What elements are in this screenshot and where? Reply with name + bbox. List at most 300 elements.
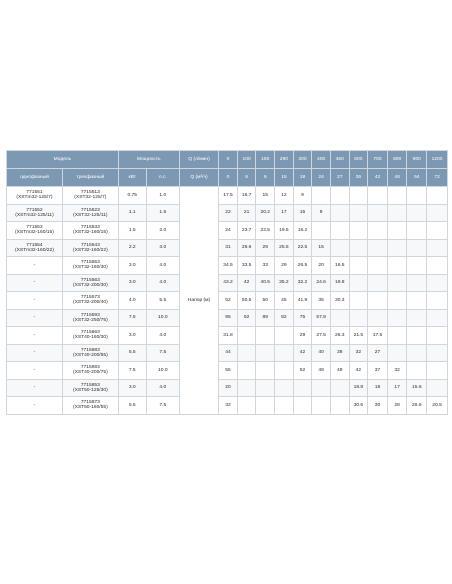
head-value: [349, 187, 368, 205]
head-value: [427, 239, 448, 257]
head-value: [275, 362, 294, 380]
head-value: 16.7: [237, 187, 256, 205]
head-value: 18.8: [349, 379, 368, 397]
power-kw: 1.5: [118, 222, 146, 240]
single-phase-model-line: (XSTm32-160/15): [15, 230, 54, 236]
head-value: [407, 222, 427, 240]
head-value: [349, 239, 368, 257]
power-hp: 4.0: [146, 379, 179, 397]
head-value: 20: [219, 379, 238, 397]
head-value: 15: [256, 187, 275, 205]
head-value: 21.5: [349, 327, 368, 345]
table-row: [7, 309, 448, 327]
head-value: 17.5: [368, 327, 388, 345]
head-value: 18: [368, 379, 388, 397]
three-phase-model-line: (XST40-160/30): [72, 335, 108, 341]
head-value: [237, 379, 256, 397]
power-kw: 5.5: [118, 344, 146, 362]
head-value: [330, 309, 349, 327]
head-value: 22: [219, 204, 238, 222]
head-value: 29.6: [237, 239, 256, 257]
head-value: 35.2: [275, 274, 294, 292]
table-row: [7, 292, 448, 310]
head-value: [237, 327, 256, 345]
head-value: [349, 309, 368, 327]
head-value: [387, 292, 407, 310]
head-value: 32: [349, 344, 368, 362]
head-value: 9: [312, 204, 331, 222]
power-hp: 1.0: [146, 187, 179, 205]
header-flow-lpm: Q (л/мин): [179, 151, 218, 169]
head-value: 48: [330, 362, 349, 380]
head-value: 15.6: [407, 379, 427, 397]
power-kw: 3.0: [118, 379, 146, 397]
single-phase-model-line: -: [33, 332, 36, 338]
head-value: [293, 397, 312, 415]
head-value: [330, 222, 349, 240]
head-value: 28: [387, 397, 407, 415]
three-phase-model: [62, 187, 118, 205]
head-value: [275, 327, 294, 345]
head-value: [427, 257, 448, 275]
head-value: 32: [219, 397, 238, 415]
head-value: [407, 187, 427, 205]
head-value: [330, 379, 349, 397]
head-value: 30: [368, 397, 388, 415]
head-value: [256, 379, 275, 397]
single-phase-model: [7, 362, 63, 380]
flow-m3h-5: 24: [312, 169, 331, 187]
flow-lpm-10: 900: [407, 151, 427, 169]
single-phase-model: [7, 257, 63, 275]
flow-lpm-11: 1200: [427, 151, 448, 169]
table-row: [7, 257, 448, 275]
head-value: [407, 362, 427, 380]
power-kw: 3.0: [118, 327, 146, 345]
head-value: 12: [275, 187, 294, 205]
three-phase-model-line: (XST40-200/55): [72, 352, 108, 358]
header-hp: л.с.: [146, 169, 179, 187]
three-phase-model: [62, 257, 118, 275]
head-value: 22.5: [293, 239, 312, 257]
head-value: [293, 379, 312, 397]
head-value: [237, 397, 256, 415]
head-value: [368, 239, 388, 257]
three-phase-model-line: 7715663: [80, 330, 100, 336]
flow-lpm-9: 800: [387, 151, 407, 169]
flow-m3h-0: 0: [219, 169, 238, 187]
head-value: [368, 292, 388, 310]
head-value: 89: [256, 309, 275, 327]
head-value: 24.6: [312, 274, 331, 292]
header-three-phase: трехфазный: [62, 169, 118, 187]
head-value: 38: [330, 344, 349, 362]
three-phase-model-line: 7715523: [80, 207, 100, 213]
three-phase-model-line: 7715853: [80, 382, 100, 388]
head-value: 29: [275, 257, 294, 275]
head-value: [427, 379, 448, 397]
single-phase-model-line: 771551: [26, 190, 43, 196]
head-value: [407, 344, 427, 362]
head-value: 40.5: [256, 274, 275, 292]
head-value: [387, 222, 407, 240]
head-value: 37: [368, 362, 388, 380]
head-value: [275, 344, 294, 362]
flow-lpm-7: 600: [349, 151, 368, 169]
flow-m3h-11: 72: [427, 169, 448, 187]
three-phase-model: [62, 362, 118, 380]
power-kw: 3.0: [118, 274, 146, 292]
head-value: [387, 239, 407, 257]
head-value: 50.5: [237, 292, 256, 310]
flow-lpm-8: 700: [368, 151, 388, 169]
head-value: [330, 204, 349, 222]
three-phase-model-line: 7715553: [80, 260, 100, 266]
head-value: [368, 187, 388, 205]
head-value: 34.5: [219, 257, 238, 275]
single-phase-model-line: -: [33, 385, 36, 391]
three-phase-model-line: (XST32-200/40): [72, 300, 108, 306]
head-value: 31.8: [219, 327, 238, 345]
head-value: 92: [237, 309, 256, 327]
three-phase-model-line: 7715683: [80, 347, 100, 353]
head-value: 52: [293, 362, 312, 380]
table-row: [7, 204, 448, 222]
three-phase-model-line: 7715543: [80, 242, 100, 248]
power-kw: 2.2: [118, 239, 146, 257]
head-value: 16.2: [293, 222, 312, 240]
head-value: [349, 222, 368, 240]
head-value: [312, 379, 331, 397]
flow-lpm-3: 290: [275, 151, 294, 169]
table-row: [7, 327, 448, 345]
head-value: [368, 257, 388, 275]
head-value: 15: [293, 204, 312, 222]
power-hp: 4.0: [146, 257, 179, 275]
power-kw: 4.0: [118, 292, 146, 310]
head-value: [256, 362, 275, 380]
single-phase-model-line: -: [33, 297, 36, 303]
head-value: [427, 327, 448, 345]
head-value: 26.3: [330, 327, 349, 345]
head-value: 55: [219, 362, 238, 380]
flow-lpm-6: 450: [330, 151, 349, 169]
power-hp: 1.5: [146, 204, 179, 222]
head-value: 42: [293, 344, 312, 362]
power-hp: 4.0: [146, 274, 179, 292]
single-phase-model-line: -: [33, 262, 36, 268]
table-row: [7, 239, 448, 257]
head-value: [387, 309, 407, 327]
single-phase-model-line: -: [33, 280, 36, 286]
head-value: [275, 397, 294, 415]
header-flow-m3h: Q (м³/ч): [179, 169, 218, 187]
single-phase-model: [7, 379, 63, 397]
head-value: [237, 344, 256, 362]
head-value: [427, 344, 448, 362]
head-value: [368, 274, 388, 292]
head-value: [427, 292, 448, 310]
power-kw: 1.1: [118, 204, 146, 222]
head-value: [368, 222, 388, 240]
three-phase-model-line: (XST32-160/15): [72, 230, 108, 236]
head-value: 17.5: [219, 187, 238, 205]
head-value: [427, 274, 448, 292]
head-value: 29: [293, 327, 312, 345]
head-value: [387, 187, 407, 205]
head-value: 29: [256, 239, 275, 257]
power-hp: 2.0: [146, 222, 179, 240]
head-value: [349, 274, 368, 292]
power-hp: 3.0: [146, 239, 179, 257]
head-value: [312, 397, 331, 415]
power-kw: 0.75: [118, 187, 146, 205]
single-phase-model-line: (XSTm32-125/7): [16, 195, 53, 201]
head-value: 43.2: [219, 274, 238, 292]
head-value: 27: [368, 344, 388, 362]
flow-lpm-0: 0: [219, 151, 238, 169]
head-value: [407, 239, 427, 257]
table-body: [7, 187, 448, 415]
flow-m3h-8: 42: [368, 169, 388, 187]
single-phase-model-line: 771553: [26, 225, 43, 231]
head-value: [330, 187, 349, 205]
power-hp: 7.5: [146, 344, 179, 362]
three-phase-model-line: 7715563: [80, 277, 100, 283]
head-value: 15: [312, 239, 331, 257]
head-value: [427, 362, 448, 380]
head-value: [330, 239, 349, 257]
head-value: [349, 292, 368, 310]
three-phase-model: [62, 327, 118, 345]
head-value: 50: [256, 292, 275, 310]
three-phase-model-line: 7715513: [80, 190, 100, 196]
flow-m3h-10: 54: [407, 169, 427, 187]
head-value: 32: [387, 362, 407, 380]
power-kw: 3.0: [118, 257, 146, 275]
single-phase-model: [7, 274, 63, 292]
three-phase-model-line: (XST50-125/30): [72, 387, 108, 393]
head-value: [387, 327, 407, 345]
table-row: [7, 222, 448, 240]
three-phase-model: [62, 274, 118, 292]
power-hp: 7.5: [146, 397, 179, 415]
three-phase-model: [62, 222, 118, 240]
head-value: [427, 187, 448, 205]
header-kw: кВт: [118, 169, 146, 187]
head-value: 31: [219, 239, 238, 257]
single-phase-model-line: -: [33, 350, 36, 356]
head-value: [427, 309, 448, 327]
three-phase-model: [62, 292, 118, 310]
table-row: [7, 344, 448, 362]
single-phase-model: [7, 204, 63, 222]
three-phase-model-line: 7715593: [80, 312, 100, 318]
table-row: [7, 362, 448, 380]
header-model: Модель: [7, 151, 119, 169]
table-row: [7, 379, 448, 397]
single-phase-model: [7, 327, 63, 345]
three-phase-model-line: (XST32-125/7): [74, 195, 107, 201]
head-value: 25.5: [275, 239, 294, 257]
table-row: [7, 274, 448, 292]
flow-m3h-4: 18: [293, 169, 312, 187]
flow-lpm-1: 100: [237, 151, 256, 169]
power-hp: 4.0: [146, 327, 179, 345]
head-value: [312, 187, 331, 205]
three-phase-model-line: 7715573: [80, 295, 100, 301]
header-row-bottom: [7, 169, 448, 187]
three-phase-model-line: (XST32-160/30): [72, 265, 108, 271]
head-value: 57.8: [312, 309, 331, 327]
head-value: 19.8: [330, 274, 349, 292]
flow-lpm-4: 300: [293, 151, 312, 169]
head-value: [407, 309, 427, 327]
single-phase-model-line: -: [33, 402, 36, 408]
head-value: 20: [312, 257, 331, 275]
flow-m3h-6: 27: [330, 169, 349, 187]
head-value: 45: [275, 292, 294, 310]
three-phase-model-line: (XST32-200/30): [72, 282, 108, 288]
head-value: [387, 344, 407, 362]
head-value: 30.6: [349, 397, 368, 415]
three-phase-model: [62, 344, 118, 362]
flow-m3h-7: 36: [349, 169, 368, 187]
head-value: 42: [349, 362, 368, 380]
head-value: [407, 257, 427, 275]
header-row-top: [7, 151, 448, 169]
three-phase-model-line: 7715873: [80, 400, 100, 406]
head-value: [368, 204, 388, 222]
head-value: 95: [219, 309, 238, 327]
head-value: 42: [237, 274, 256, 292]
three-phase-model: [62, 309, 118, 327]
table-row: [7, 397, 448, 415]
three-phase-model: [62, 239, 118, 257]
head-value: 21: [237, 204, 256, 222]
power-kw: 5.5: [118, 397, 146, 415]
three-phase-model-line: (XST40-200/75): [72, 370, 108, 376]
single-phase-model-line: (XSTm32-160/22): [15, 247, 54, 253]
three-phase-model-line: 7715533: [80, 225, 100, 231]
three-phase-model: [62, 379, 118, 397]
head-value: [349, 204, 368, 222]
three-phase-model-line: (XST50-160/55): [72, 405, 108, 411]
single-phase-model: [7, 187, 63, 205]
head-value: 22.5: [256, 222, 275, 240]
single-phase-model: [7, 222, 63, 240]
header-single-phase: однофазный: [7, 169, 63, 187]
power-kw: 7.5: [118, 309, 146, 327]
head-value: [256, 344, 275, 362]
head-value: [407, 274, 427, 292]
single-phase-model: [7, 292, 63, 310]
three-phase-model-line: (XST32-125/11): [73, 212, 108, 218]
head-value: 20.2: [256, 204, 275, 222]
single-phase-model-line: (XSTm32-125/11): [15, 212, 54, 218]
power-kw: 7.5: [118, 362, 146, 380]
single-phase-model-line: -: [33, 315, 36, 321]
head-value: 33.5: [237, 257, 256, 275]
power-hp: 5.5: [146, 292, 179, 310]
flow-lpm-5: 400: [312, 151, 331, 169]
single-phase-model: [7, 397, 63, 415]
head-value: 24: [219, 222, 238, 240]
table-row: [7, 187, 448, 205]
head-value: 52: [219, 292, 238, 310]
head-value: 32.2: [293, 274, 312, 292]
head-value: [387, 204, 407, 222]
head-value: [330, 397, 349, 415]
head-value: 23.7: [237, 222, 256, 240]
head-value: 9: [293, 187, 312, 205]
head-value: [427, 204, 448, 222]
power-hp: 10.0: [146, 309, 179, 327]
head-value: 75: [293, 309, 312, 327]
head-value: [349, 257, 368, 275]
head-value: 41.9: [293, 292, 312, 310]
three-phase-model-line: (XST32-160/22): [72, 247, 108, 253]
flow-lpm-2: 150: [256, 151, 275, 169]
pump-spec-table: [6, 150, 448, 415]
head-value: 49: [312, 362, 331, 380]
head-value: 44: [219, 344, 238, 362]
head-value: 26.6: [407, 397, 427, 415]
head-value: 16.5: [330, 257, 349, 275]
power-hp: 10.0: [146, 362, 179, 380]
head-value: [237, 362, 256, 380]
head-value: 40: [312, 344, 331, 362]
three-phase-model-line: 7715693: [80, 365, 100, 371]
head-value: [387, 257, 407, 275]
head-value: 82: [275, 309, 294, 327]
flow-m3h-1: 6: [237, 169, 256, 187]
header-power: Мощность: [118, 151, 179, 169]
head-value: 20.5: [427, 397, 448, 415]
single-phase-model-line: 771554: [26, 242, 43, 248]
head-value: 26.5: [293, 257, 312, 275]
single-phase-model: [7, 239, 63, 257]
single-phase-model-line: 771552: [26, 207, 43, 213]
head-value: [387, 274, 407, 292]
single-phase-model: [7, 344, 63, 362]
head-value: [407, 292, 427, 310]
head-value: [275, 379, 294, 397]
single-phase-model-line: -: [33, 367, 36, 373]
head-value: [407, 327, 427, 345]
head-value: [407, 204, 427, 222]
head-value: 33: [256, 257, 275, 275]
head-value: 17: [275, 204, 294, 222]
head-value: 19.5: [275, 222, 294, 240]
head-value: [368, 309, 388, 327]
head-value: 30.3: [330, 292, 349, 310]
three-phase-model-line: (XST32-250/75): [72, 317, 108, 323]
single-phase-model: [7, 309, 63, 327]
three-phase-model: [62, 397, 118, 415]
flow-m3h-3: 15: [275, 169, 294, 187]
head-value: 35: [312, 292, 331, 310]
head-value: [256, 327, 275, 345]
three-phase-model: [62, 204, 118, 222]
head-value: [427, 222, 448, 240]
head-value: [256, 397, 275, 415]
head-value: [312, 222, 331, 240]
flow-m3h-9: 48: [387, 169, 407, 187]
head-value: 17: [387, 379, 407, 397]
flow-m3h-2: 9: [256, 169, 275, 187]
pressure-label: Напор (м): [179, 187, 218, 415]
